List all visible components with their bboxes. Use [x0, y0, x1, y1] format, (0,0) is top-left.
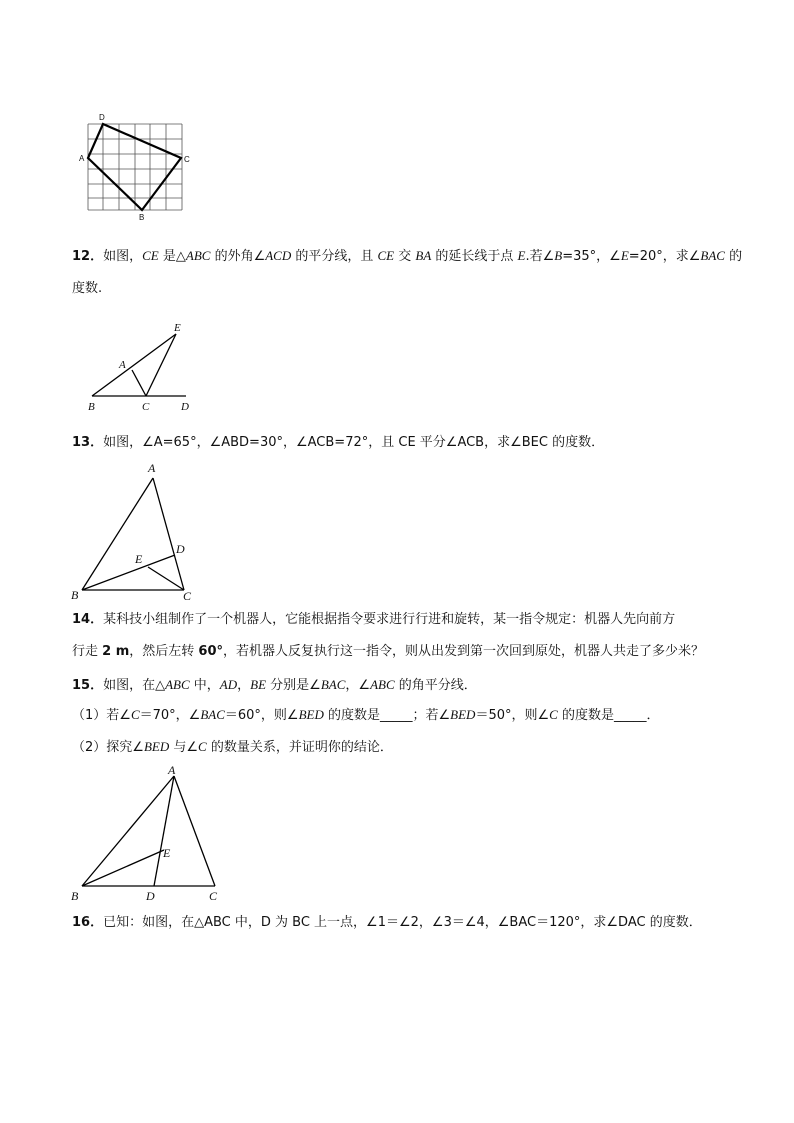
label-a: A [79, 154, 85, 163]
label-d: D [176, 542, 185, 556]
q15-part1: （1）若∠C＝70°，∠BAC＝60°，则∠BED 的度数是_____；若∠BED＝50°，则∠C 的度数是_____． [72, 707, 660, 723]
label-c: C [183, 589, 192, 603]
q15-number: 15． [72, 678, 104, 693]
grid-figure-svg [78, 112, 190, 222]
label-b: B [88, 401, 95, 413]
label-b: B [139, 213, 145, 222]
label-b: B [71, 588, 79, 602]
q13-figure-svg [70, 458, 200, 602]
q12-figure-svg [82, 318, 202, 416]
q14-line2: 行走 2 m，然后左转 60°，若机器人反复执行这一指令，则从出发到第一次回到原处，机器人共走了多少米？ [72, 644, 705, 659]
q16-line [72, 914, 732, 932]
line-ab [82, 776, 174, 886]
line-ec [146, 334, 176, 396]
line-be [82, 850, 164, 886]
q15-blank-1[interactable]: _____ [380, 708, 413, 723]
label-c: C [209, 889, 218, 903]
q13-figure [70, 458, 200, 602]
label-d: D [181, 401, 189, 413]
label-d: D [146, 889, 155, 903]
line-bd [82, 555, 175, 590]
label-d: D [99, 113, 105, 122]
label-a: A [168, 763, 176, 777]
label-e: E [174, 322, 181, 334]
label-c: C [142, 401, 150, 413]
q15-intro: 15．如图，在△ABC 中，AD，BE 分别是∠BAC，∠ABC 的角平分线． [72, 677, 477, 693]
q16-number: 16． [72, 915, 104, 930]
q14-number: 14． [72, 612, 104, 627]
q12-number: 12． [72, 249, 104, 264]
q15-part2: （2）探究∠BED 与∠C 的数量关系，并证明你的结论． [72, 739, 393, 755]
quadrilateral-abcd [88, 124, 181, 210]
label-b: B [71, 889, 79, 903]
line-ad [154, 776, 174, 886]
q12-line1: 12．如图，CE 是△ABC 的外角∠ACD 的平分线，且 CE 交 BA 的延长线于点 E.若∠B=35°，∠E=20°，求∠BAC 的 [72, 248, 743, 264]
q13-line [72, 434, 732, 452]
q15-blank-2[interactable]: _____ [613, 708, 647, 723]
q12-figure [82, 318, 202, 416]
q14-line1 [72, 611, 732, 629]
q16-text: 已知：如图，在△ABC 中，D 为 BC 上一点，∠1＝∠2，∠3＝∠4，∠BAC＝120°，求∠DAC 的度数． [103, 915, 702, 930]
line-ab [82, 478, 153, 590]
q14-text-1: 某科技小组制作了一个机器人，它能根据指令要求进行行进和旋转，某一指令规定：机器人先向前方 [103, 612, 676, 627]
label-a: A [148, 461, 156, 475]
q13-text: 如图，∠A=65°，∠ABD=30°，∠ACB=72°，且 CE 平分∠ACB，求∠BEC 的度数． [103, 435, 605, 450]
line-ac [174, 776, 215, 886]
q12-line2: 度数. [72, 281, 103, 296]
q15-figure-svg [70, 762, 230, 904]
grid-figure [78, 112, 190, 222]
label-e: E [135, 552, 143, 566]
label-c: C [184, 155, 190, 164]
line-ac [132, 370, 146, 396]
label-a: A [119, 359, 126, 371]
q15-figure [70, 762, 230, 904]
q13-number: 13． [72, 435, 104, 450]
label-e: E [163, 846, 171, 860]
line-be [92, 334, 176, 396]
